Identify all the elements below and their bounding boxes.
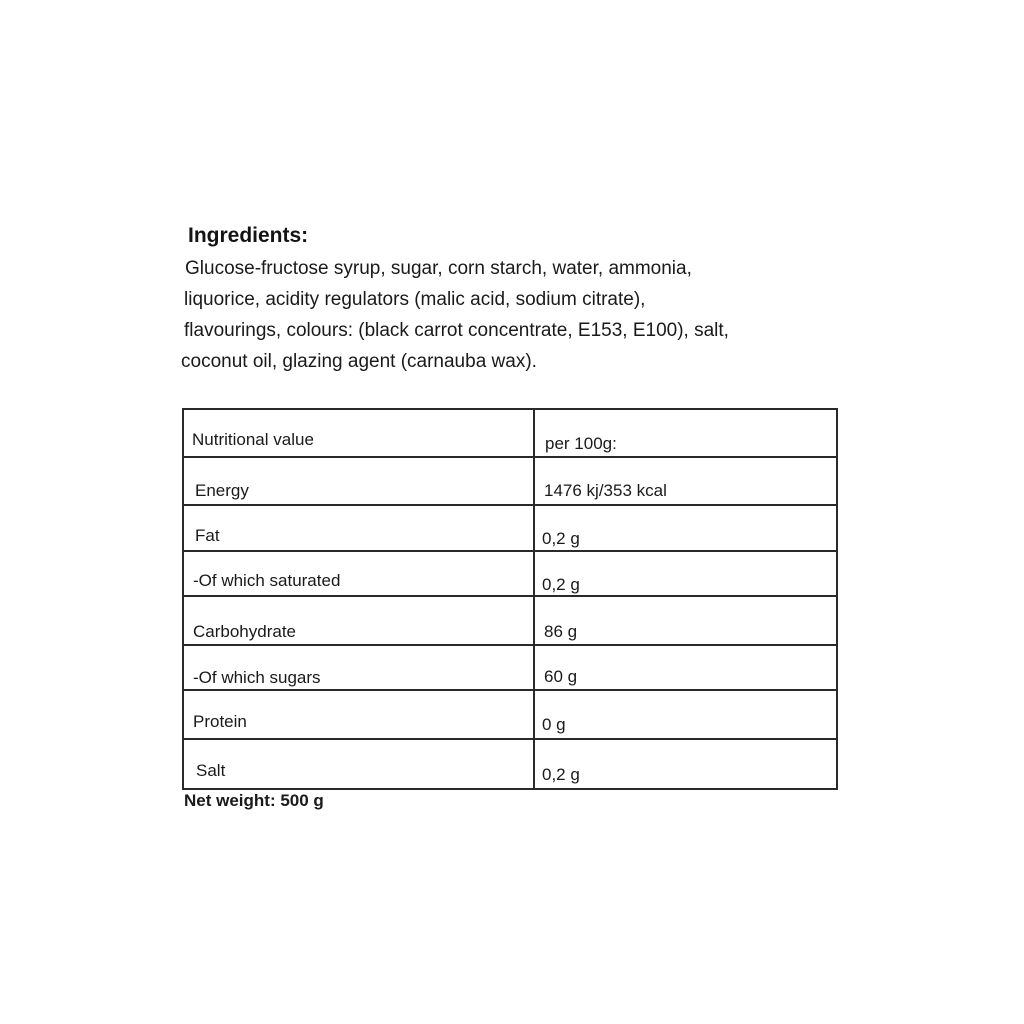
nutrient-value: 1476 kj/353 kcal <box>544 481 667 500</box>
nutrition-table <box>182 408 838 790</box>
ingredients-title: Ingredients: <box>188 224 309 247</box>
ingredients-section <box>0 0 1024 400</box>
table-row-divider <box>184 738 836 740</box>
nutrient-value: 0,2 g <box>542 529 580 548</box>
nutrient-label: Energy <box>195 481 249 500</box>
ingredients-line: liquorice, acidity regulators (malic acid, sodium citrate), <box>184 289 646 310</box>
table-row-divider <box>184 550 836 552</box>
ingredients-line: flavourings, colours: (black carrot concentrate, E153, E100), salt, <box>184 320 729 341</box>
nutrient-value: 0,2 g <box>542 575 580 594</box>
nutrient-label: Fat <box>195 526 220 545</box>
table-row-divider <box>184 595 836 597</box>
nutrient-value: 0 g <box>542 715 566 734</box>
table-row-divider <box>184 689 836 691</box>
table-header-label: Nutritional value <box>192 430 314 449</box>
nutrient-label: Protein <box>193 712 247 731</box>
table-column-divider <box>533 410 535 788</box>
table-row-divider <box>184 456 836 458</box>
ingredients-line: coconut oil, glazing agent (carnauba wax). <box>181 351 537 372</box>
table-row-divider <box>184 644 836 646</box>
table-row-divider <box>184 504 836 506</box>
nutrient-value: 0,2 g <box>542 765 580 784</box>
nutrient-value: 60 g <box>544 667 578 686</box>
net-weight-text: Net weight: 500 g <box>184 791 324 810</box>
nutrient-label: Carbohydrate <box>193 622 297 641</box>
cut-off-footer-text <box>184 791 364 814</box>
table-header-value: per 100g: <box>545 434 617 453</box>
nutrient-value: 86 g <box>544 622 578 641</box>
nutrient-label: Salt <box>196 761 226 780</box>
ingredients-line: Glucose-fructose syrup, sugar, corn starch, water, ammonia, <box>185 258 692 279</box>
nutrient-label: -Of which sugars <box>193 668 321 687</box>
nutrient-label: -Of which saturated <box>193 571 341 590</box>
